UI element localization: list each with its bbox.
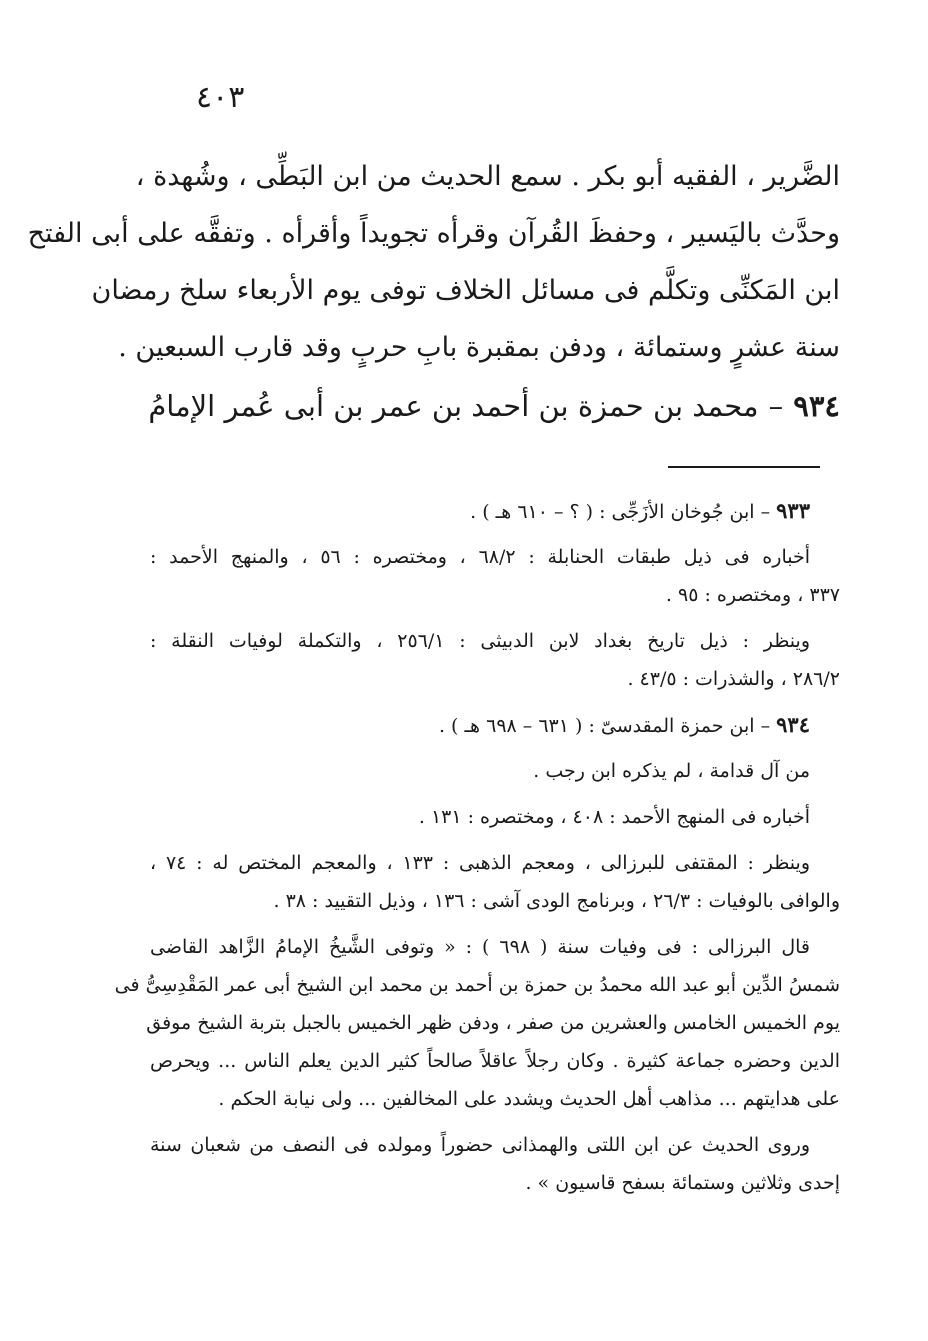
footnote-entry-number: ٩٣٤ [776, 712, 810, 737]
footnote-line [150, 576, 840, 614]
footnote-text: وروى الحديث عن ابن اللتى والهمذانى حضوراً ومولده فى النصف من شعبان سنة [150, 1134, 810, 1156]
footnote-block [114, 928, 840, 1118]
footnote-block [150, 538, 840, 614]
footnote-line [150, 492, 840, 530]
footnote-block [150, 844, 840, 920]
footnote-line [150, 1126, 840, 1164]
footnote-line [150, 928, 840, 966]
footnote-text: ٢٨٦/٢ ، والشذرات : ٤٣/٥ . [627, 668, 840, 690]
entry-heading [150, 376, 840, 436]
footnote-text: على هدايتهم ... مذاهب أهل الحديث ويشدد على المخالفين ... ولى نيابة الحكم . [218, 1088, 840, 1110]
footnote-line [150, 622, 840, 660]
footnote-block [150, 622, 840, 698]
footnote-line [150, 844, 840, 882]
footnote-block [150, 706, 840, 744]
footnote-block [150, 1126, 840, 1202]
footnote-line [150, 882, 840, 920]
footnote-line [150, 1080, 840, 1118]
footnote-text: الدين وحضره جماعة كثيرة . وكان رجلاً عاقلاً صالحاً كثير الدين يعلم الناس ... ويحرص [150, 1050, 840, 1072]
footnote-line [150, 798, 840, 836]
footnote-block [150, 492, 840, 530]
footnote-line [150, 538, 840, 576]
footnote-text: شمسُ الدِّين أبو عبد الله محمدُ بن حمزة بن أحمد بن محمد ابن الشيخ أبى عمر المَقْدِسِىُّ فى [114, 974, 840, 996]
footnote-line [150, 1042, 840, 1080]
footnote-text: – ابن جُوخان الأزَجِّى : ( ؟ – ٦١٠ هـ ) . [470, 501, 777, 523]
footnote-entry-number: ٩٣٣ [776, 498, 810, 523]
footnote-line [150, 752, 840, 790]
footnote-text: وينظر : المقتفى للبرزالى ، ومعجم الذهبى : ١٣٣ ، والمعجم المختص له : ٧٤ ، [150, 852, 810, 874]
footnotes [114, 492, 840, 1210]
footnote-text: إحدى وثلاثين وستمائة بسفح قاسيون » . [525, 1172, 840, 1194]
entry-number: ٩٣٤ [793, 389, 840, 423]
main-line: سنة عشرٍ وستمائة ، ودفن بمقبرة بابِ حربٍ وقد قارب السبعين . [118, 332, 840, 363]
main-line: وحدَّث باليَسير ، وحفظَ القُرآن وقرأه تجويداً وأقرأه . وتفقَّه على أبى الفتح [27, 218, 840, 249]
main-line: ابن المَكنِّى وتكلَّم فى مسائل الخلاف توفى يوم الأربعاء سلخ رمضان [91, 275, 840, 306]
entry-dash: – [768, 389, 784, 423]
footnote-block [150, 798, 840, 836]
entry-name: محمد بن حمزة بن أحمد بن عمر بن أبى عُمر الإمامُ [148, 389, 759, 423]
footnote-text: – ابن حمزة المقدسىّ : ( ٦٣١ – ٦٩٨ هـ ) . [438, 715, 777, 737]
footnote-line [150, 706, 840, 744]
footnote-text: من آل قدامة ، لم يذكره ابن رجب . [533, 760, 810, 782]
footnote-text: أخباره فى المنهج الأحمد : ٤٠٨ ، ومختصره : ١٣١ . [418, 806, 810, 828]
footnote-text: قال البرزالى : فى وفيات سنة ( ٦٩٨ ) : « وتوفى الشَّيخُ الإمامُ الزَّاهد القاضى [150, 936, 810, 958]
footnote-block [150, 752, 840, 790]
footnote-text: وينظر : ذيل تاريخ بغداد لابن الدبيثى : ٢٥٦/١ ، والتكملة لوفيات النقلة : [150, 630, 810, 652]
footnote-line [114, 966, 840, 1004]
main-line: الضَّرير ، الفقيه أبو بكر . سمع الحديث من ابن البَطِّى ، وشُهدة ، [135, 161, 840, 192]
footnote-divider [668, 466, 820, 468]
footnote-line [150, 660, 840, 698]
footnote-text: والوافى بالوفيات : ٢٦/٣ ، وبرنامج الودى آشى : ١٣٦ ، وذيل التقييد : ٣٨ . [273, 890, 840, 912]
footnote-text: يوم الخميس الخامس والعشرين من صفر ، ودفن ظهر الخميس بالجبل بتربة الشيخ موفق [146, 1012, 840, 1034]
footnote-line [150, 1164, 840, 1202]
footnote-text: ٣٣٧ ، ومختصره : ٩٥ . [665, 584, 840, 606]
footnote-text: أخباره فى ذيل طبقات الحنابلة : ٦٨/٢ ، ومختصره : ٥٦ ، والمنهج الأحمد : [150, 546, 810, 568]
main-text [27, 148, 840, 436]
footnote-line [146, 1004, 840, 1042]
page-number: ٤٠٣ [196, 80, 245, 115]
